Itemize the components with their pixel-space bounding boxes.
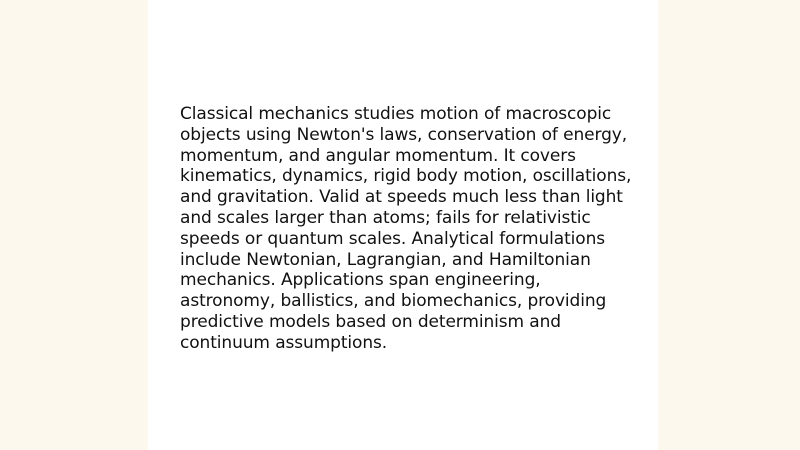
document-page (148, 0, 658, 450)
body-paragraph: Classical mechanics studies motion of macroscopic objects using Newton's laws, conservation of energy, momentum, and angular momentum. It covers kinematics, dynamics, rigid body motion, oscillations, and gravitation. Valid at speeds much less than light and scales larger than atoms; fails for relativistic speeds or quantum scales. Analytical formulations include Newtonian, Lagrangian, and Hamiltonian mechanics. Applications span engineering, astronomy, ballistics, and biomechanics, providing predictive models based on determinism and continuum assumptions. (180, 104, 632, 353)
